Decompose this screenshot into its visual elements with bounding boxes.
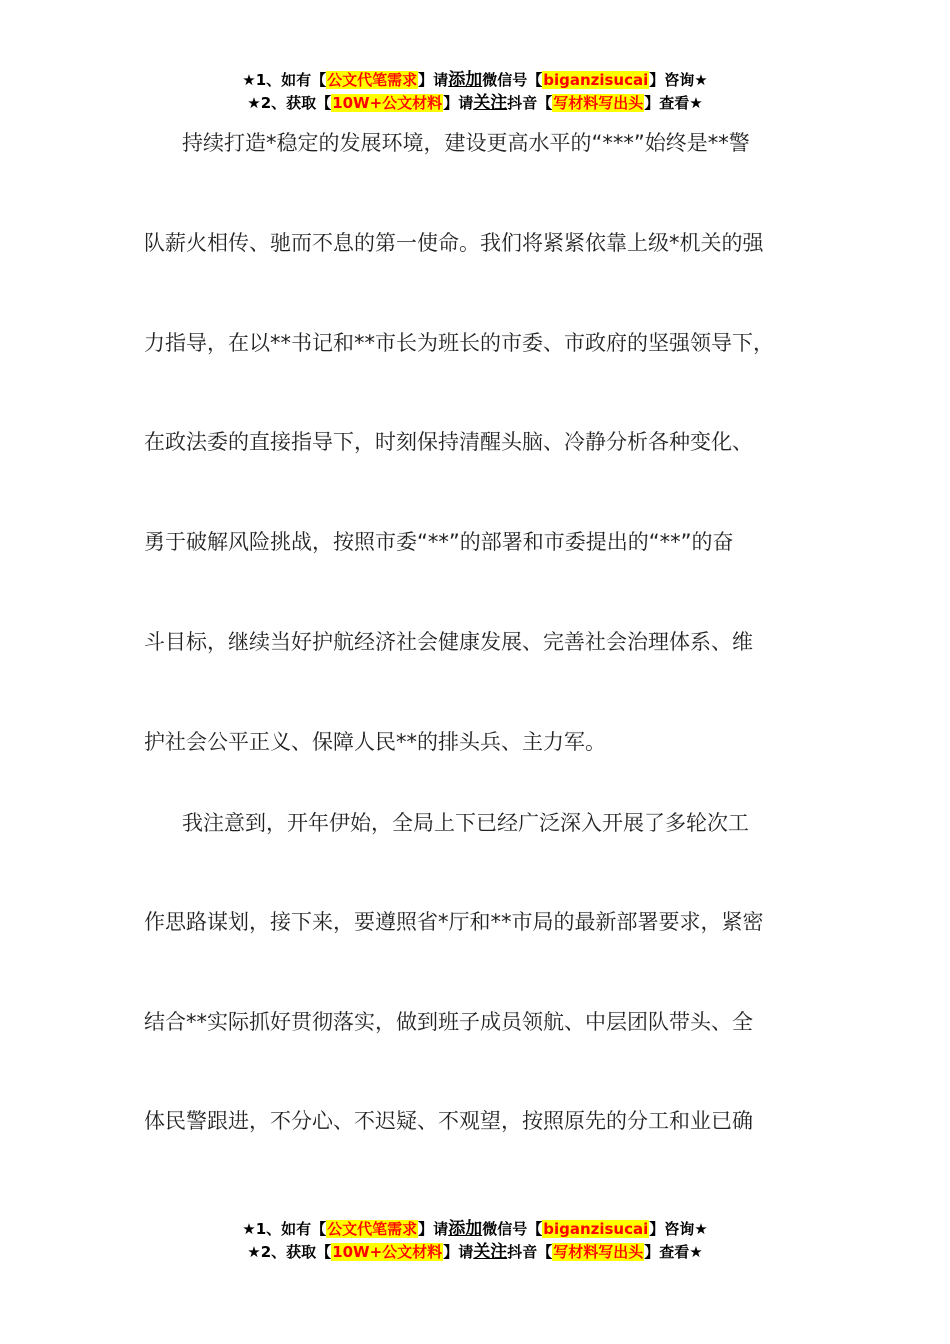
banner-text: 抖音【	[507, 94, 553, 112]
paragraph-1-line-2: 队薪火相传、驰而不息的第一使命。我们将紧紧依靠上级*机关的强	[144, 231, 764, 255]
banner-text: 】咨询	[649, 71, 695, 89]
emphasis-follow: 关注	[473, 1242, 508, 1262]
star-icon: ★	[694, 1220, 708, 1238]
star-icon: ★	[247, 1243, 261, 1261]
star-icon: ★	[689, 1243, 703, 1261]
paragraph-2-line-4: 体民警跟进，不分心、不迟疑、不观望，按照原先的分工和业已确	[144, 1109, 753, 1133]
paragraph-2-line-3: 结合**实际抓好贯彻落实，做到班子成员领航、中层团队带头、全	[144, 1010, 753, 1034]
highlight-materials: 10W+公文材料	[332, 1243, 443, 1261]
emphasis-follow: 关注	[473, 93, 508, 113]
banner-line-2	[0, 92, 950, 115]
star-icon: ★	[694, 71, 708, 89]
banner-text: 1、如有【	[255, 71, 327, 89]
banner-text: 】查看	[644, 94, 690, 112]
banner-text: 2、获取【	[260, 1243, 332, 1261]
star-icon: ★	[247, 94, 261, 112]
footer-banner	[0, 1218, 950, 1264]
header-banner	[0, 69, 950, 115]
paragraph-1-line-6: 斗目标，继续当好护航经济社会健康发展、完善社会治理体系、维	[144, 630, 753, 654]
star-icon: ★	[242, 71, 256, 89]
emphasis-add: 添加	[448, 70, 483, 90]
banner-text: 】请	[443, 94, 474, 112]
highlight-wechat-id: biganzisucai	[543, 1220, 649, 1238]
paragraph-1-line-5: 勇于破解风险挑战，按照市委“**”的部署和市委提出的“**”的奋	[144, 530, 734, 554]
star-icon: ★	[242, 1220, 256, 1238]
paragraph-1-line-7: 护社会公平正义、保障人民**的排头兵、主力军。	[144, 730, 606, 754]
banner-text: 】请	[418, 1220, 449, 1238]
banner-text: 微信号【	[482, 1220, 543, 1238]
paragraph-2-line-2: 作思路谋划，接下来，要遵照省*厅和**市局的最新部署要求，紧密	[144, 910, 764, 934]
banner-text: 微信号【	[482, 71, 543, 89]
banner-text: 抖音【	[507, 1243, 553, 1261]
star-icon: ★	[689, 94, 703, 112]
paragraph-1-line-1: 持续打造*稳定的发展环境，建设更高水平的“***”始终是**警	[182, 131, 750, 155]
banner-text: 】咨询	[649, 1220, 695, 1238]
paragraph-1-line-4: 在政法委的直接指导下，时刻保持清醒头脑、冷静分析各种变化、	[144, 430, 753, 454]
banner-text: 】请	[443, 1243, 474, 1261]
highlight-service: 公文代笔需求	[327, 71, 418, 89]
banner-text: 1、如有【	[255, 1220, 327, 1238]
highlight-douyin-account: 写材料写出头	[553, 1243, 644, 1261]
highlight-service: 公文代笔需求	[327, 1220, 418, 1238]
banner-text: 2、获取【	[260, 94, 332, 112]
banner-line-2	[0, 1241, 950, 1264]
banner-line-1	[0, 69, 950, 92]
paragraph-1-line-3: 力指导，在以**书记和**市长为班长的市委、市政府的坚强领导下，	[144, 331, 774, 355]
banner-text: 】请	[418, 71, 449, 89]
emphasis-add: 添加	[448, 1219, 483, 1239]
paragraph-2-line-1: 我注意到，开年伊始，全局上下已经广泛深入开展了多轮次工	[182, 811, 749, 835]
highlight-wechat-id: biganzisucai	[543, 71, 649, 89]
highlight-materials: 10W+公文材料	[332, 94, 443, 112]
banner-line-1	[0, 1218, 950, 1241]
banner-text: 】查看	[644, 1243, 690, 1261]
highlight-douyin-account: 写材料写出头	[553, 94, 644, 112]
